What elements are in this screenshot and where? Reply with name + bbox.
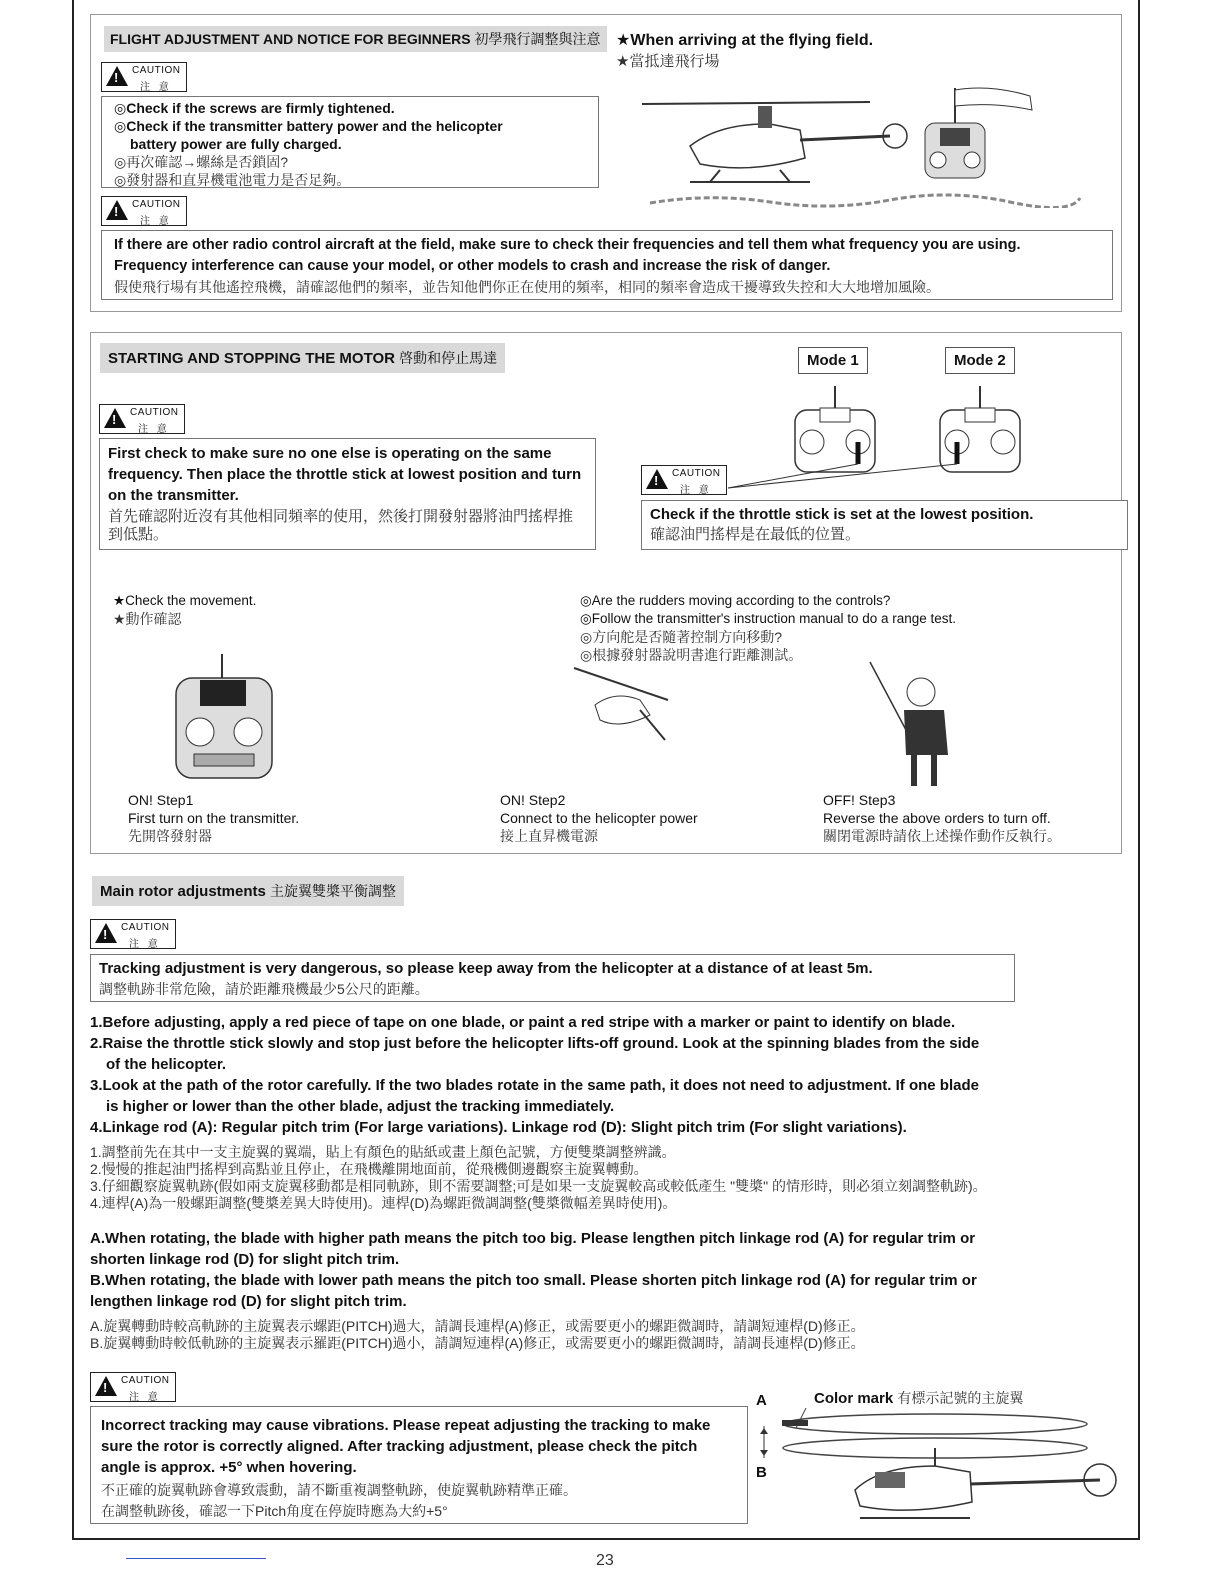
list-item: 1.Before adjusting, apply a red piece of tape on one blade, or paint a red stripe with a marker or paint to identify on blade. [90,1014,956,1031]
pitch-rules-en: A.When rotating, the blade with higher path means the pitch too big. Please lengthen pitch linkage rod (A) for regular trim or shorten linkage rod (D) for slight pitch trim. B.When rotating, the blade with lower path means the pitch too small. Please shorten pitch linkage rod (A) for regular trim or lengthen linkage rod (D) for slight pitch trim. [90,1230,977,1310]
list-item: 2.Raise the throttle stick slowly and stop just before the helicopter lifts-off ground. Look at the spinning blades from the side [90,1035,980,1052]
first-check-box: First check to make sure no one else is operating on the same frequency. Then place the throttle stick at lowest position and turn on the transmitter. 首先確認附近沒有其他相同頻率的使用，然後打開發射器將油門搖桿推到低點。 [99,438,596,550]
section1-title-en: FLIGHT ADJUSTMENT AND NOTICE FOR BEGINNERS [110,31,471,47]
list-item: of the helicopter. [106,1056,227,1073]
helicopter-side-illustration [570,660,680,750]
color-mark-caption: Color mark 有標示記號的主旋翼 [814,1390,1024,1407]
field-arrival-heading-zh: ★當抵達飛行場 [616,53,720,70]
mode-1-label: Mode 1 [798,347,868,374]
list-item: 1.調整前先在其中一支主旋翼的翼端，貼上有顏色的貼紙或畫上顏色記號，方便雙槳調整辨識。 [90,1144,676,1160]
transmitter-illustration [170,652,280,782]
throttle-check-box: Check if the throttle stick is set at the lowest position. 確認油門搖桿是在最低的位置。 [641,500,1128,550]
list-item: 4.連桿(A)為一般螺距調整(雙槳差異大時使用)。連桿(D)為螺距微調調整(雙槳微幅差異時使用)。 [90,1195,677,1211]
caution-label: ! CAUTION 注 意 [90,919,176,949]
step3-block: OFF! Step3 Reverse the above orders to turn off. 關閉電源時請依上述操作動作反執行。 [823,792,1061,844]
section2-title [100,343,505,373]
section1-title [104,26,607,52]
pilot-illustration [866,660,966,790]
page-number: 23 [596,1552,614,1569]
caution-label: ! CAUTION 注 意 [101,196,187,226]
footer-rule [126,1558,266,1559]
rotor-tracking-illustration [760,1400,1130,1530]
field-arrival-heading: ★When arriving at the flying field. [616,32,874,49]
caution-label: ! CAUTION 注 意 [641,465,727,495]
screws-check-box: ◎Check if the screws are firmly tightened. ◎Check if the transmitter battery power and the helicopter battery power are fully charged. ◎再次確認→螺絲是否鎖固? ◎發射器和直昇機電池電力是否足夠。 [101,96,599,188]
label-a: A [756,1392,767,1409]
label-b: B [756,1464,767,1481]
section3-title-zh: 主旋翼雙槳平衡調整 [270,883,397,899]
section2-title-en: STARTING AND STOPPING THE MOTOR [108,350,395,367]
tracking-warning-box: Tracking adjustment is very dangerous, so please keep away from the helicopter at a distance of at least 5m. 調整軌跡非常危險，請於距離飛機最少5公尺的距離。 [90,954,1015,1002]
rudder-check-list: ◎Are the rudders moving according to the controls? ◎Follow the transmitter's instruction manual to do a range test. ◎方向舵是否隨著控制方向移動? ◎根據發射器說明書進行距離測試。 [580,593,957,663]
incorrect-tracking-box: Incorrect tracking may cause vibrations. Please repeat adjusting the tracking to make sure the rotor is correctly aligned. After tracking adjustment, please check the pitch angle is approx. +5° when hovering. 不正確的旋翼軌跡會導致震動，請不斷重複調整軌跡，使旋翼軌跡精準正確。 在調整軌跡後，確認一下Pitch角度在停旋時應為大約+5° [90,1406,748,1524]
step2-block: ON! Step2 Connect to the helicopter power 接上直昇機電源 [500,792,698,844]
list-item: 4.Linkage rod (A): Regular pitch trim (For large variations). Linkage rod (D): Slight pitch trim (For slight variations). [90,1119,907,1136]
step1-block: ON! Step1 First turn on the transmitter. 先開啓發射器 [128,792,300,844]
adjustment-steps-zh [90,1144,1130,1212]
caution-label: ! CAUTION 注 意 [101,62,187,92]
list-item: 3.Look at the path of the rotor carefully. If the two blades rotate in the same path, it does not need to adjustment. If one blade [90,1077,979,1094]
section3-title-en: Main rotor adjustments [100,883,266,900]
list-item: is higher or lower than the other blade, adjust the tracking immediately. [106,1098,615,1115]
section1-title-zh: 初學飛行調整與注意 [474,31,601,47]
frequency-warning-box: If there are other radio control aircraft at the field, make sure to check their frequencies and tell them what frequency you are using. Frequency interference can cause your model, or other models to crash and increase the risk of danger. 假使飛行場有其他遙控飛機，請確認他們的頻率，並告知他們你正在使用的頻率，相同的頻率會造成干擾導致失控和大大地增加風險。 [101,230,1113,300]
field-illustration [630,78,1090,208]
caution-label: ! CAUTION 注 意 [99,404,185,434]
list-item: 3.仔細觀察旋翼軌跡(假如兩支旋翼移動都是相同軌跡，則不需要調整;可是如果一支旋翼較高或較低產生 "雙槳" 的情形時，則必須立刻調整軌跡)。 [90,1178,987,1194]
section3-title [92,876,404,906]
mode-2-label: Mode 2 [945,347,1015,374]
pitch-rules-zh: A.旋翼轉動時較高軌跡的主旋翼表示螺距(PITCH)過大，請調長連桿(A)修正，或需要更小的螺距微調時，請調短連桿(D)修正。 B.旋翼轉動時較低軌跡的主旋翼表示羅距(PITCH)過小，請調短連桿(A)修正，或需要更小的螺距微調時，請調長連桿(D)修正。 [90,1318,865,1351]
caution-label: ! CAUTION 注 意 [90,1372,176,1402]
list-item: 2.慢慢的推起油門搖桿到高點並且停止，在飛機離開地面前，從飛機側邊觀察主旋翼轉動。 [90,1161,648,1177]
section2-title-zh: 啓動和停止馬達 [399,350,498,366]
check-movement-heading: ★Check the movement. ★動作確認 [113,593,257,627]
adjustment-steps-en [90,1012,1120,1138]
